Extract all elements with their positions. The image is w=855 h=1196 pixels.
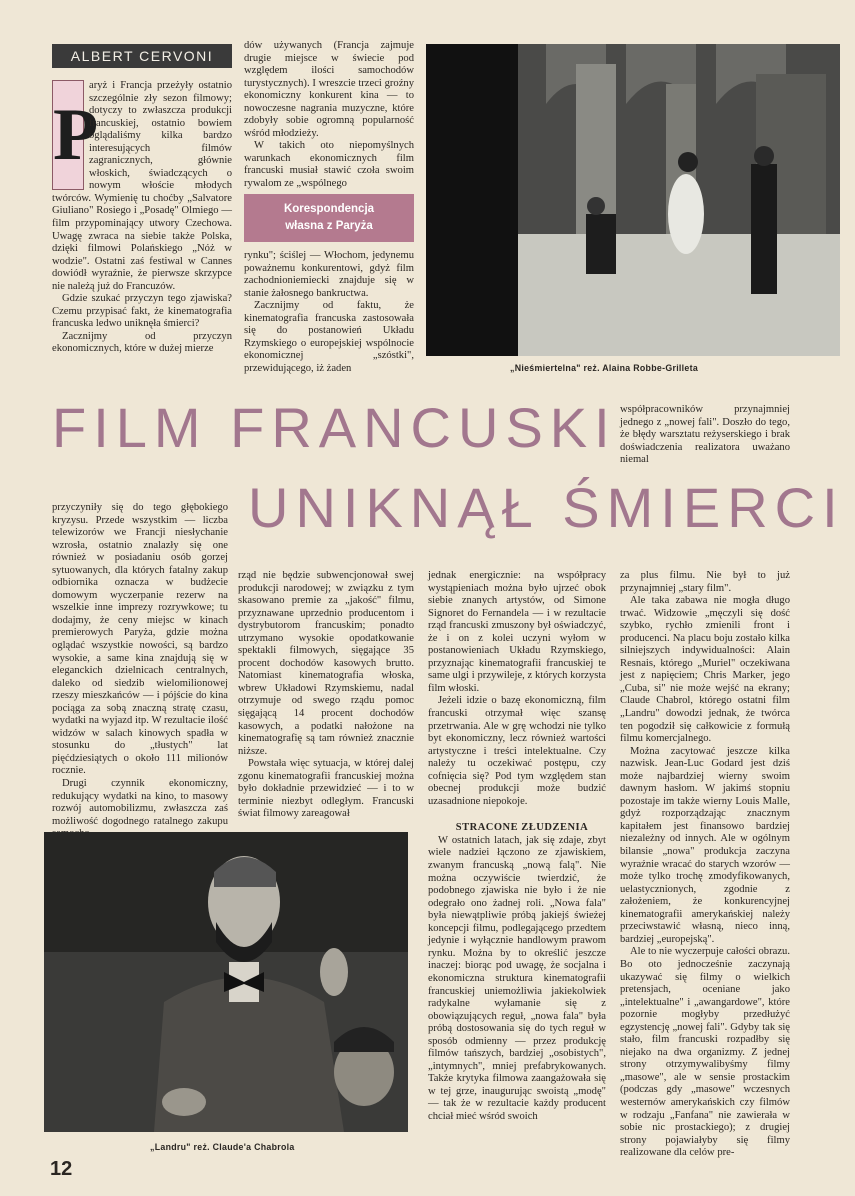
correspondence-box	[244, 194, 414, 242]
paragraph: Drugi czynnik ekonomiczny, redukujący wydatki na kino, to masowy rozwój automobilizmu, zwłaszcza zaś możliwość dogodnego ratalnego zakupu	[52, 778, 228, 827]
paragraph: Powstała więc sytuacja, w której dalej zgonu kinematografii francuskiej można było dokładnie przewidzieć — i to w terminie niezbyt odległym. Francuski świat filmowy zareagował	[238, 758, 414, 820]
paragraph: Gdzie szukać przyczyn tego zjawiska? Czemu przypisać fakt, że kinematografia francuska ledwo uniknęła śmierci?	[52, 293, 232, 330]
column-1-top	[52, 80, 232, 356]
headline-line-1: FILM FRANCUSKI	[52, 396, 617, 459]
bottom-photo-caption: „Landru" reż. Claude'a Chabrola	[150, 1142, 295, 1152]
column-4	[620, 570, 790, 1160]
paragraph: Jeżeli idzie o bazę ekonomiczną, film francuski otrzymał więc szansę przetrwania. Ale w grę wchodzi nie tylko byt ekonomiczny, lecz również wartości artystyczne i treści intelektualne. Czy należy tu oczekiwać postępu, czy cofnięcia się? Pod tym względem stan obecnej produkcji może budzić uzasadnione niepokoje.	[428, 695, 606, 807]
section-heading: STRACONE ZŁUDZENIA	[455, 822, 589, 834]
paragraph: Zacznijmy od faktu, że kinematografia francuska zastosowała się do postanowień Układu Rzymskiego o europejskiej wspólnocie ekonomicznej „szóstki", przewidującego, iż żaden	[244, 300, 414, 374]
column-2-mid	[238, 570, 414, 821]
photo-illustration	[426, 44, 840, 356]
paragraph: rząd nie będzie subwencjonował swej produkcji narodowej; w związku z tym skasowano premie za „jakość" filmu, przyznawane uprzednio producentom i dystrybutorom francuskim; ponadto utrzymano wysokie opodatkowanie spektakli filmowych, sięgające 35 procent dochodów kasowych brutto. Natomiast kinematografia włoska, wbrew Układowi Rzymskiemu, nadal otrzymuje od swego rządu pomoc sięgającą 14 procent dochodów kasowych, a podatki nałożone na kinematografię są tam również znacznie niższe.	[238, 570, 414, 757]
photo-illustration	[44, 832, 408, 1132]
column-right-mid	[620, 404, 790, 467]
paragraph: W takich oto niepomyślnych warunkach ekonomicznych film francuski musiał stawić czoła swoim rywalom ze „wspólnego	[244, 140, 414, 190]
headline-line-2: UNIKNĄŁ ŚMIERCI	[248, 476, 845, 539]
paragraph: aryż i Francja przeżyły ostatnio szczególnie zły sezon filmowy; dotyczy to zwłaszcza produkcji francuskiej, ostatnio bowiem oglądaliśmy kilka bardzo interesujących filmów zagranicznych, głównie włoskich, świadczących o nowym włoście młodych twórców. Wymienię tu choćby „Salvatore Giuliano" Rosiego i „Posadę" Olmiego — film przypominający utwory Czechowa. Uwagę zwraca na siebie także Polska, dzięki filmowi Polańskiego „Nóż w wodzie". Ostatni zaś festiwal w Cannes dowiódł wyraźnie, że pierwsze skrzypce nie należą już do Francuzów.	[52, 80, 232, 292]
author-name: ALBERT CERVONI	[52, 44, 232, 68]
paragraph: współpracowników przynajmniej jednego z „nowej fali". Doszło do tego, że błędy warsztatu reżyserskiego i brak doświadczenia realizatora uważano niemal	[620, 404, 790, 466]
top-photo-caption: „Nieśmiertelna" reż. Alaina Robbe-Grilleta	[510, 363, 699, 373]
correspondence-line-1: Korespondencja	[283, 203, 375, 215]
column-3	[428, 570, 606, 1124]
paragraph: Zacznijmy od przyczyn ekonomicznych, które w dużej mierze	[52, 330, 232, 355]
page-number: 12	[50, 1158, 73, 1180]
photo-landru	[44, 832, 408, 1132]
paragraph: W ostatnich latach, jak się zdaje, zbyt wiele nadziei łączono ze zjawiskiem, zwanym francuską „nową falą". Nie można oczywiście twierdzić, że podobnego zjawiska nie było i że nie odegrało ono żadnej roli. „Nowa fala" była niewątpliwie próbą jakiejś świeżej koncepcji filmu, podlegającego przedtem jedynie i wyłącznie handlowym prawom rynku. Można by to określić jeszcze inaczej: biorąc pod uwagę, że socjalna i ekonomiczna struktura kinematografii francuskiej uniemożliwia jakiekolwiek radykalne wyłamanie się z obowiązujących reguł, „nowa fala" była próbą dostosowania się do tych reguł w sposób odmienny — przez produkcję filmów tańszych, bardziej „osobistych", „intymnych", mniej prefabrykowanych. Także krytyka filmowa zaangażowała się w tej grze, inaugurując swoistą „modę" — tak że w rezultacie każdy producent chciał mieć wśród swoich	[428, 834, 606, 1122]
column-2-top-a	[244, 40, 414, 191]
paragraph: Ale to nie wyczerpuje całości obrazu. Bo oto jednocześnie zaczynają ukazywać się filmy o wielkich pretensjach, oceniane jako „intelektualne" i „awangardowe", które pozornie mogłyby przedłużyć egzystencję „nowej fali". Gdyby tak się stało, film francuski rozpadłby się niejako na dwa organizmy. Z jednej strony otrzymywalibyśmy filmy „masowe", ale w sensie prostackim (podczas gdy „masowe" wczesnych westernów amerykańskich czy filmów w rodzaju „Fanfana" nie zawierała w sobie nic prostackiego); z drugiej strony pojawiałyby się filmy realizowane dla celów pre-	[620, 946, 790, 1159]
paragraph: Można zacytować jeszcze kilka nazwisk. Jean-Luc Godard jest dziś może najbardziej wierny swoim dawnym hasłom. W jakimś stopniu pozostaje im także wierny Louis Malle, gdyż rozporządzając znacznym kapitałem jest finansowo bardziej niezależny od innych. Ale w ogólnym bilansie „nowa" produkcja zaczyna wyraźnie wracać do starych wzorów — może tylko trochę zmodyfikowanych, uelastycznionych, zgodnie z założeniem, że konkurencyjnej kinematografii amerykańskiej należy przeciwstawić własną, nieco inną, bardziej „europejską".	[620, 745, 790, 945]
paragraph: Ale taka zabawa nie mogła długo trwać. Widzowie „męczyli się dość szybko, rychło zmienili front i producenci. Na placu boju zostało kilka silniejszych indywidualności: Alain Resnais, którego „Muriel" oczekiwana jest z napięciem; Chris Marker, jego „Cuba, si" nie może wejść na ekrany; Claude Chabrol, którego ostatni film „Landru" dowodzi jednak, że twórca ten pogodził się całkowicie z formułą filmu komercjalnego.	[620, 595, 790, 745]
paragraph: jednak energicznie: na współpracy wystąpieniach można było ujrzeć obok siebie znanych artystów, od Simone Signoret do Fernandela — i w rezultacie rząd francuski zmuszony był oświadczyć, że i on z kolei uczyni wyłom w postanowieniach Układu Rzymskiego, przyznając kinematografii francuskiej te same ulgi i przywileje, z których korzysta film włoski.	[428, 570, 606, 694]
correspondence-line-2: własna z Paryża	[285, 220, 373, 232]
paragraph: rynku"; ściślej — Włochom, jedynemu poważnemu konkurentowi, gdyż film zachodnioniemiecki znajduje się w stanie żałosnego bankructwa.	[244, 250, 414, 299]
drop-cap: P	[52, 80, 84, 190]
paragraph: przyczyniły się do tego głębokiego kryzysu. Przede wszystkim — liczba telewizorów we Francji niesłychanie wzrosła, ostatnio znalazły się one również w posiadaniu osób gorzej sytuowanych, dla których fatalny zakup odbiornika oznacza w budżecie domowym wyczerpanie rezerw na wszelkie inne imprezy rozrywkowe; tu dodajmy, że ceny miejsc w kinach premierowych Paryża, gdzie można oglądać wszystkie nowości, są bardzo wysokie, a same kina znajdują się w eleganckich dzielnicach centralnych, daleko od siedzib wielomilionowej rzeszy mieszkańców — i pójście do kina pociąga za sobą znaczną stratę czasu, wydatki na wyjazd itp. W rezultacie ilość widzów w salach kinowych spadła w stosunku do „tłustych" lat pięćdziesiątych o około 111 milionów rocznie.	[52, 502, 228, 777]
column-2-top-b	[244, 250, 414, 375]
paragraph: za plus filmu. Nie był to już przynajmniej „stary film".	[620, 570, 790, 594]
paragraph: dów używanych (Francja zajmuje drugie miejsce w świecie pod względem ilości samochodów turystycznych). I wreszcie trzeci groźny ekonomiczny konkurent kina — to nowoczesne nagrania muzyczne, które zdobyły sobie ogromną popularność wśród młodzieży.	[244, 40, 414, 139]
column-1-mid	[52, 502, 228, 841]
photo-nieśmiertelna	[426, 44, 840, 356]
